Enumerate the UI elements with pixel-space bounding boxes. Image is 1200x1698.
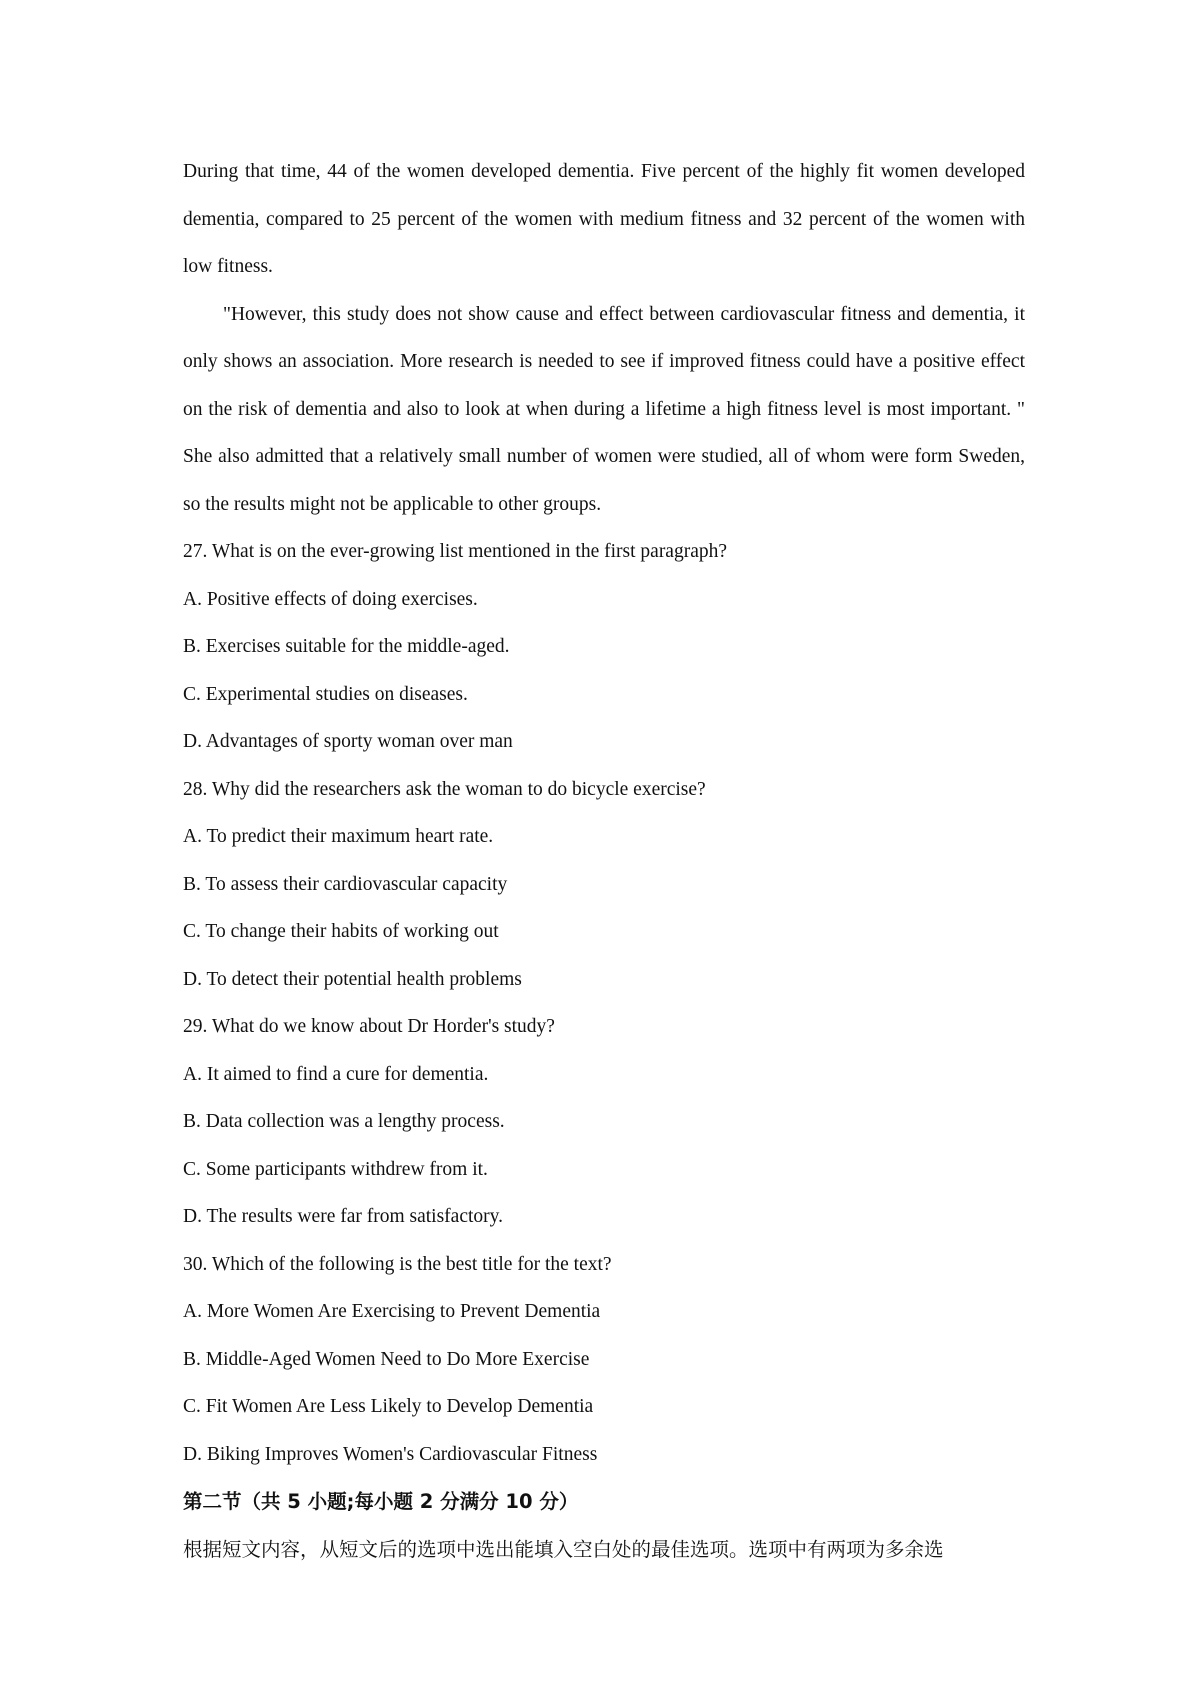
option-d: D. Biking Improves Women's Cardiovascular Fitness <box>183 1443 598 1465</box>
question-stem: 30. Which of the following is the best title for the text? <box>183 1253 612 1275</box>
question-30 <box>183 1241 1025 1479</box>
option-d: D. Advantages of sporty woman over man <box>183 731 513 752</box>
option-c: C. Fit Women Are Less Likely to Develop Dementia <box>183 1396 594 1417</box>
question-stem: 28. Why did the researchers ask the woman to do bicycle exercise? <box>183 778 706 800</box>
heading-part: 分满分 <box>433 1490 506 1513</box>
passage-paragraph-1: During that time, 44 of the women developed dementia. Five percent of the highly fit women developed dementia, compared to 25 percent of the women with medium fitness and 32 percent of the women with low fitness. <box>183 161 1025 277</box>
question-stem: 29. What do we know about Dr Horder's study? <box>183 1016 555 1037</box>
section-2-instruction: 根据短文内容，从短文后的选项中选出能填入空白处的最佳选项。选项中有两项为多余选 <box>183 1537 944 1561</box>
option-b: B. To assess their cardiovascular capacity <box>183 873 508 895</box>
option-b: B. Exercises suitable for the middle-aged. <box>183 636 510 657</box>
option-a: A. To predict their maximum heart rate. <box>183 826 494 847</box>
question-29 <box>183 1003 1025 1241</box>
option-b: B. Data collection was a lengthy process. <box>183 1111 505 1132</box>
option-c: C. Some participants withdrew from it. <box>183 1158 488 1180</box>
heading-part: 分） <box>532 1490 579 1513</box>
heading-points-each: 2 <box>419 1490 434 1513</box>
heading-part: 小题;每小题 <box>300 1490 420 1513</box>
option-a: A. Positive effects of doing exercises. <box>183 588 478 610</box>
document-page <box>183 148 1025 1573</box>
option-c: C. Experimental studies on diseases. <box>183 683 468 705</box>
option-d: D. The results were far from satisfactory. <box>183 1206 504 1227</box>
heading-count: 5 <box>287 1490 301 1513</box>
question-27 <box>183 528 1025 766</box>
section-2-heading <box>183 1478 1025 1526</box>
option-a: A. It aimed to find a cure for dementia. <box>183 1063 489 1085</box>
option-a: A. More Women Are Exercising to Prevent Dementia <box>183 1301 601 1322</box>
option-d: D. To detect their potential health problems <box>183 968 522 990</box>
option-c: C. To change their habits of working out <box>183 921 499 942</box>
passage-paragraph-2: "However, this study does not show cause and effect between cardiovascular fitness and dementia, it only shows an association. More research is needed to see if improved fitness could have a positive effect on the risk of dementia and also to look at when during a lifetime a high fitness level is most important. " She also admitted that a relatively small number of women were studied, all of whom were form Sweden, so the results might not be applicable to other groups. <box>183 303 1025 515</box>
heading-total: 10 <box>505 1490 533 1513</box>
heading-part: 第二节（共 <box>183 1490 288 1513</box>
question-28 <box>183 766 1025 1004</box>
question-stem: 27. What is on the ever-growing list mentioned in the first paragraph? <box>183 541 728 562</box>
option-b: B. Middle-Aged Women Need to Do More Exercise <box>183 1348 590 1370</box>
